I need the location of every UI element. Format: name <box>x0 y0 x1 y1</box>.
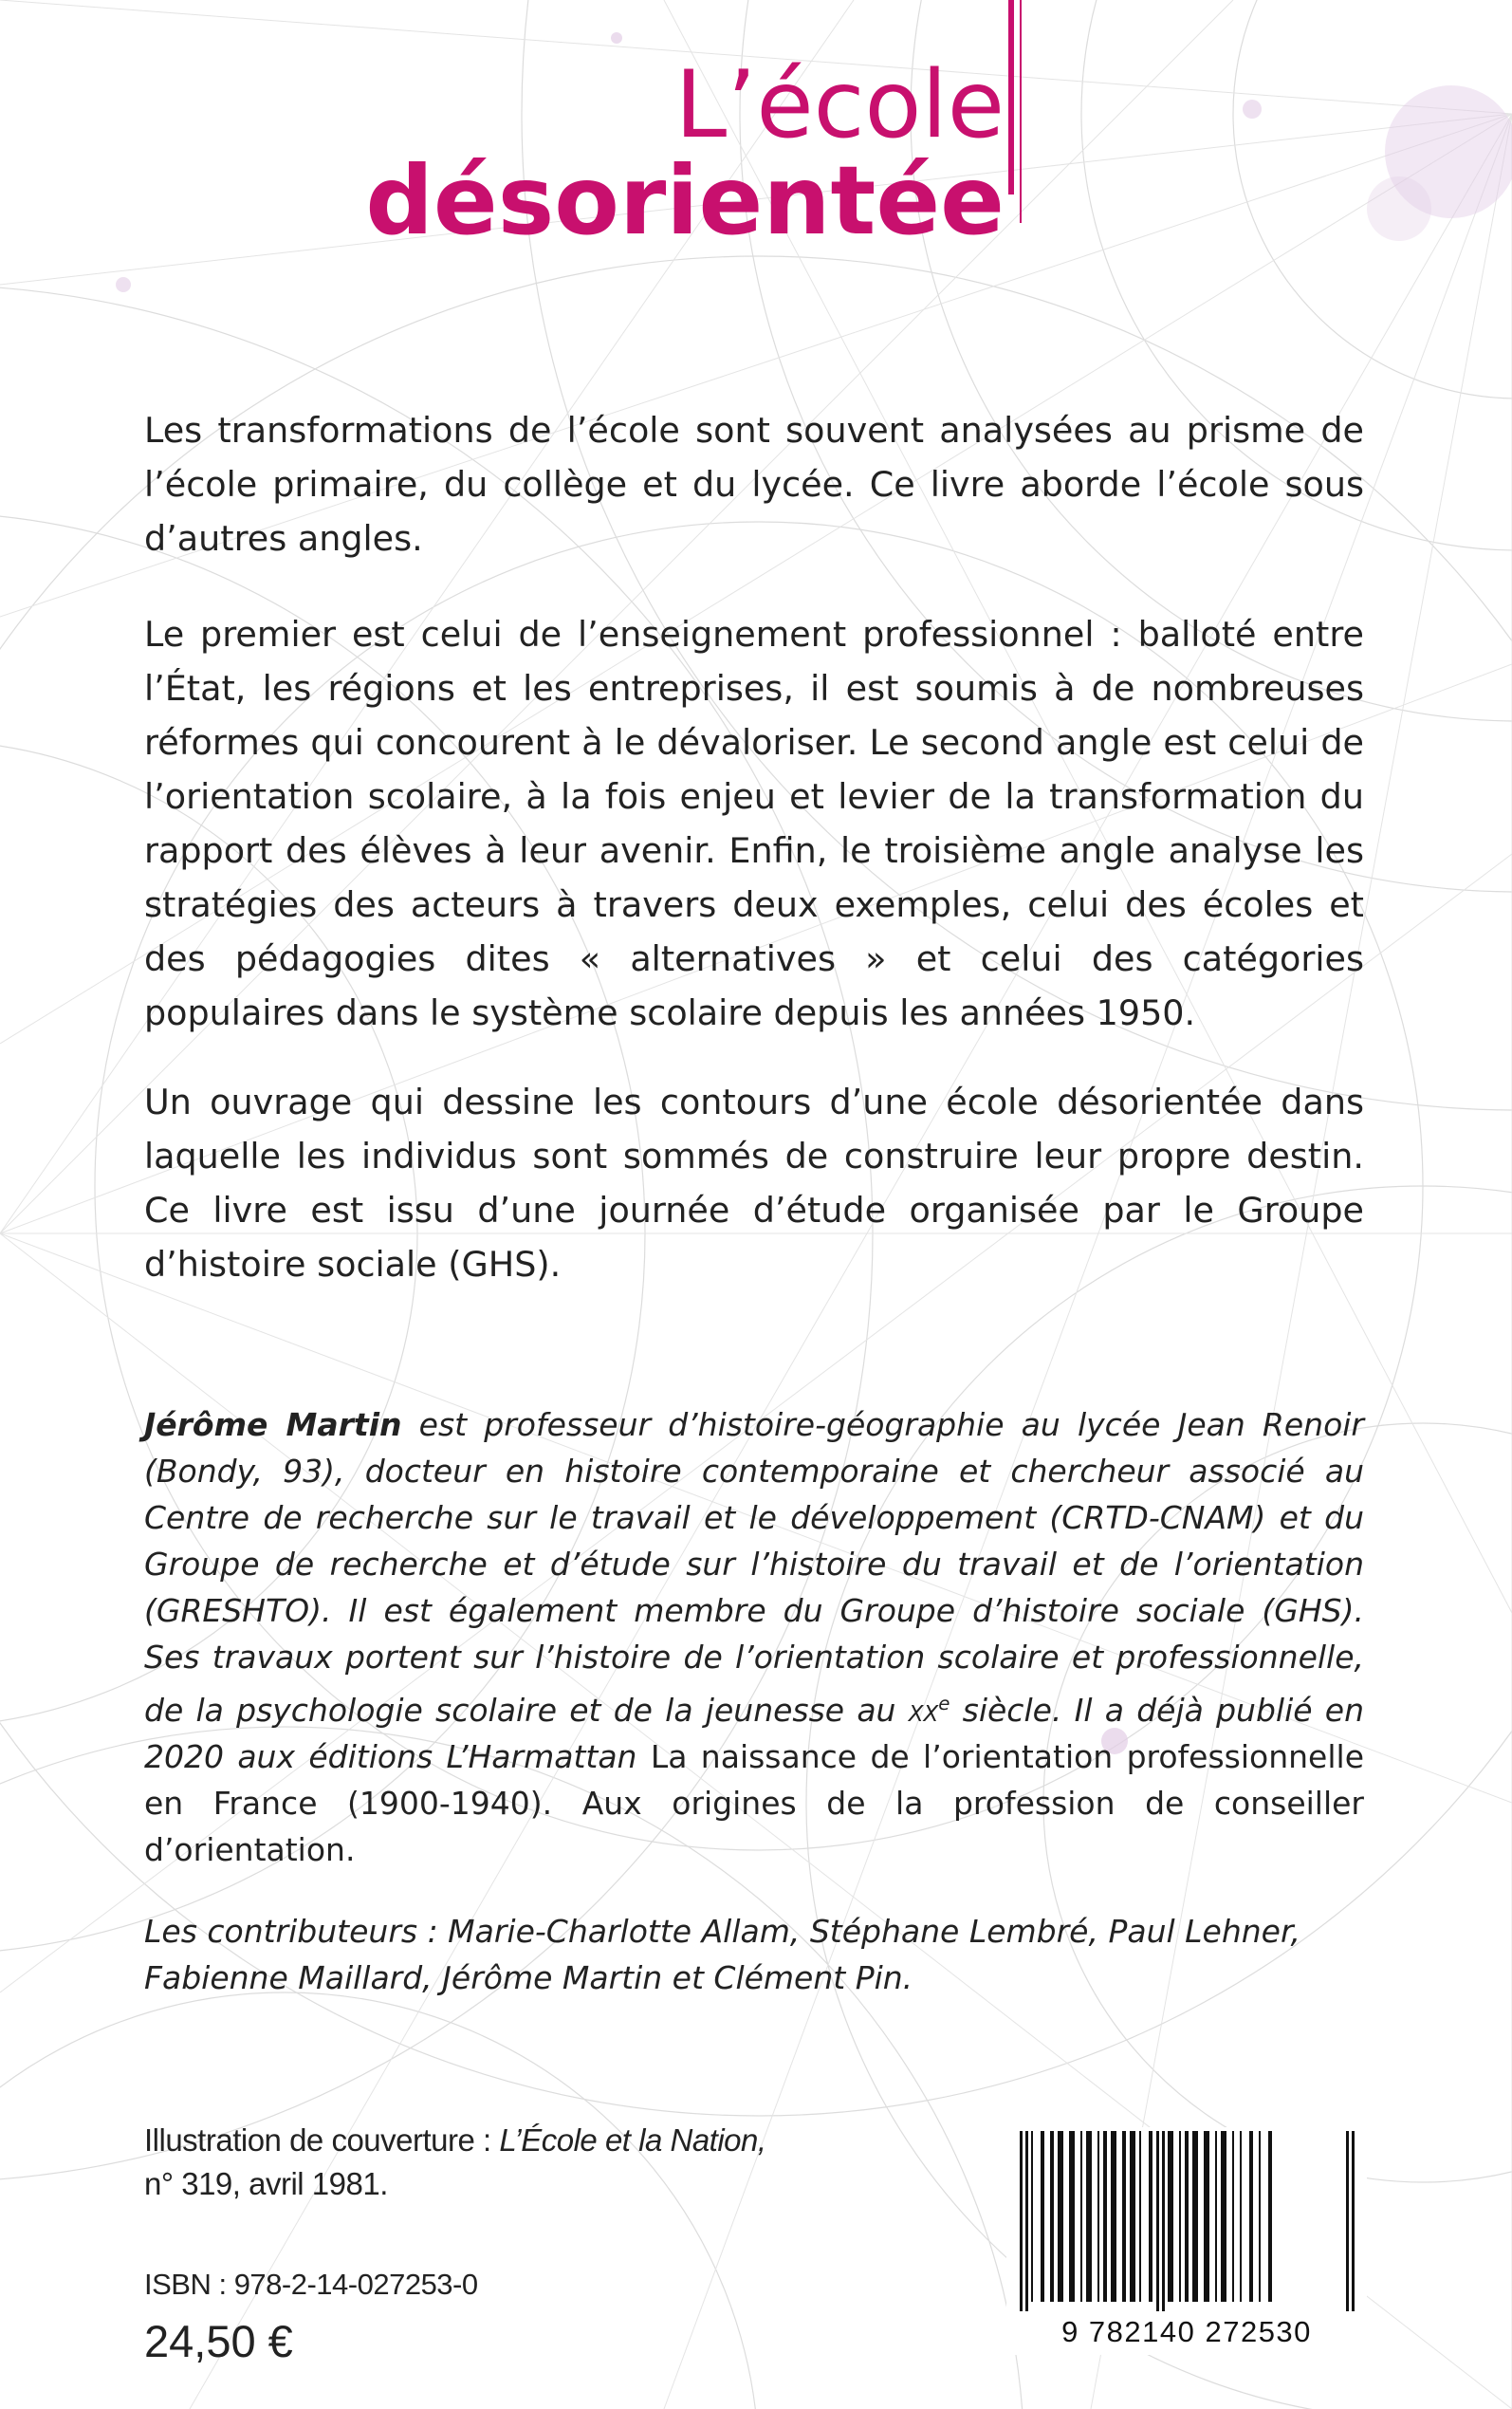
author-name: Jérôme Martin <box>144 1406 402 1443</box>
barcode-bar <box>1259 2131 1261 2302</box>
barcode-bar <box>1086 2131 1092 2302</box>
barcode-bar <box>1221 2131 1226 2302</box>
summary-paragraph-3 <box>144 1075 1364 1291</box>
barcode-bar <box>1080 2131 1082 2302</box>
barcode-bar <box>1122 2131 1126 2302</box>
price: 24,50 € <box>144 2316 293 2366</box>
barcode-bar <box>1215 2131 1217 2302</box>
barcode-bar <box>1179 2131 1181 2302</box>
barcode-bar <box>1240 2131 1242 2302</box>
summary-paragraph-1 <box>144 403 1364 565</box>
barcode-bar <box>1249 2131 1253 2302</box>
title-accent-line <box>1020 0 1022 223</box>
book-title-line1: L’école <box>674 51 1005 159</box>
author-bio <box>144 1401 1364 1873</box>
barcode-bar <box>1204 2131 1209 2302</box>
barcode-bar <box>1130 2131 1135 2302</box>
title-accent-bar <box>1008 0 1014 195</box>
paragraph-text: Le premier est celui de l’enseignement professionnel : balloté entre l’État, les régions et les entreprises, il est soumis à de nombreuses réformes qui concourent à le dévaloriser. Le second angle est celui de l’orientation scolaire, à la fois enjeu et levier de la transformation du rapport des élèves à leur avenir. Enfin, le troisième angle analyse les stratégies des acteurs à travers deux exemples, celui des écoles et des pédagogies dites « alternatives » et celui des catégories populaires dans le système scolaire depuis les années 1950. <box>144 614 1364 1033</box>
barcode-bar <box>1268 2131 1272 2302</box>
barcode-bar <box>1058 2131 1063 2302</box>
barcode-bar <box>1139 2131 1141 2302</box>
illustration-credit <box>144 2119 766 2206</box>
barcode-bar <box>1020 2131 1023 2311</box>
bio-book-title: La naissance de l’orientation professionnelle en France (1900-1940). Aux origines de la profession de conseiller d’orientation. <box>144 1738 1364 1868</box>
barcode-bar <box>1162 2131 1165 2311</box>
bio-text-1: est professeur d’histoire-géographie au lycée Jean Renoir (Bondy, 93), docteur en histoire contemporaine et chercheur associé au Centre de recherche sur le travail et le développement (CRTD-CNAM) et du Groupe de recherche et d’étude sur l’histoire du travail et de l’orientation (GRESHTO). Il est également membre du Groupe d’histoire sociale (GHS). Ses travaux portent sur l’histoire de l’orientation scolaire et professionnelle, de la psychologie scolaire et de la jeunesse au <box>144 1406 1364 1729</box>
barcode-bar <box>1097 2131 1099 2302</box>
barcode-bar <box>1149 2131 1152 2302</box>
book-title-line2: désorientée <box>365 145 1005 256</box>
bio-text-2: siècle. Il a déjà publié en 2020 aux éditions L’Harmattan <box>144 1692 1365 1775</box>
barcode-number: 9 782140 272530 <box>1061 2315 1312 2348</box>
illustration-source: L’École et la Nation, <box>499 2122 766 2158</box>
paragraph-text: Un ouvrage qui dessine les contours d’une école désorientée dans laquelle les individus sont sommés de construire leur propre destin. Ce livre est issu d’une journée d’étude organisée par le Groupe d’histoire sociale (GHS). <box>144 1082 1364 1285</box>
barcode-bar <box>1111 2131 1116 2302</box>
bio-century: $xx^e$ <box>908 1692 950 1729</box>
barcode-bar <box>1346 2131 1349 2311</box>
barcode-bar <box>1192 2131 1198 2302</box>
barcode-bar <box>1168 2131 1173 2302</box>
contributors: Les contributeurs : Marie-Charlotte Allam, Stéphane Lembré, Paul Lehner, Fabienne Maillard, Jérôme Martin et Clément Pin. <box>144 1913 1301 1996</box>
barcode-bar <box>1185 2131 1189 2302</box>
book-title <box>365 51 1005 256</box>
barcode-bar <box>1232 2131 1234 2302</box>
summary-paragraph-2 <box>144 607 1364 1040</box>
barcode-bar <box>1031 2131 1033 2302</box>
illustration-issue: n° 319, avril 1981. <box>144 2166 388 2201</box>
barcode-bar <box>1025 2131 1028 2311</box>
barcode <box>1006 2127 1367 2355</box>
barcode-bar <box>1103 2131 1107 2302</box>
isbn: ISBN : 978-2-14-027253-0 <box>144 2268 478 2301</box>
barcode-bar <box>1352 2131 1355 2311</box>
paragraph-text: Les transformations de l’école sont souvent analysées au prisme de l’école primaire, du collège et du lycée. Ce livre aborde l’école sous d’autres angles. <box>144 410 1364 559</box>
barcode-bars <box>1006 2127 1367 2317</box>
barcode-bar <box>1069 2131 1075 2302</box>
barcode-bar <box>1041 2131 1044 2302</box>
illustration-prefix: Illustration de couverture : <box>144 2122 500 2158</box>
barcode-bar <box>1050 2131 1054 2302</box>
barcode-bar <box>1156 2131 1159 2311</box>
